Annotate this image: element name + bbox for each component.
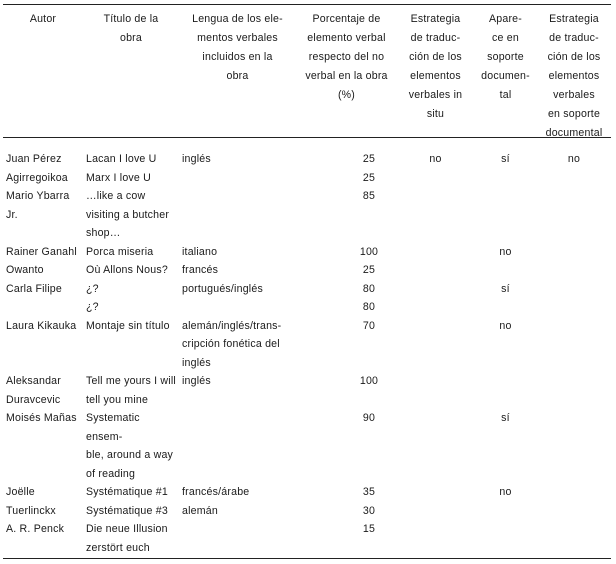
cell-line: ¿? (86, 282, 99, 295)
cell-line: Porcentaje de (312, 13, 381, 25)
bottom-rule (3, 558, 611, 559)
cell-line: Apare- (489, 13, 522, 25)
header-lengua (179, 4, 296, 143)
cell-lengua (179, 372, 296, 409)
cell-titulo (83, 261, 179, 280)
cell-line: de traduc- (549, 32, 599, 44)
cell-soporte (474, 143, 537, 187)
cell-line: Juan Pérez (6, 153, 62, 165)
cell-autor (3, 187, 83, 243)
cell-autor (3, 317, 83, 373)
cell-line: Owanto (6, 264, 44, 276)
cell-line: verbales (553, 89, 595, 101)
cell-line: Estrategia (410, 13, 461, 25)
cell-line: verbal en la obra (305, 70, 388, 82)
cell-line: 100 (359, 245, 379, 258)
cell-line: en soporte (547, 108, 601, 120)
cell-line: italiano (182, 245, 218, 258)
cell-line: Aleksandar (6, 375, 61, 387)
cell-line: tell you mine (86, 393, 149, 406)
cell-lengua (179, 409, 296, 483)
cell-line: Porca miseria (86, 245, 154, 258)
translation-table (3, 4, 611, 557)
cell-estrategia-doc (537, 372, 611, 409)
cell-lengua (179, 243, 296, 262)
cell-line: 25 (362, 264, 376, 276)
cell-estrategia-insitu (397, 372, 474, 409)
cell-line: …like a cow (86, 190, 146, 202)
cell-lengua (179, 261, 296, 280)
cell-estrategia-insitu (397, 409, 474, 483)
table-row (3, 520, 611, 557)
cell-line: Systématique #3 (86, 504, 168, 517)
cell-line: ción de los (409, 51, 462, 63)
cell-line: no (499, 319, 512, 332)
cell-line: 100 (359, 375, 379, 387)
cell-line: francés (182, 264, 219, 276)
cell-line: soporte (487, 51, 524, 63)
cell-lengua (179, 520, 296, 557)
cell-line: tal (499, 89, 512, 101)
cell-line: no (499, 245, 512, 258)
cell-line: ción de los (547, 51, 601, 63)
cell-autor (3, 143, 83, 187)
cell-estrategia-insitu (397, 317, 474, 373)
cell-line: 80 (362, 301, 376, 313)
header-estrategia-insitu (397, 4, 474, 143)
cell-line: de traduc- (410, 32, 461, 44)
cell-titulo (83, 187, 179, 243)
cell-line: Montaje sin título (86, 319, 170, 332)
cell-soporte (474, 520, 537, 557)
cell-titulo (83, 317, 179, 373)
cell-line: documental (545, 127, 603, 139)
table-row (3, 409, 611, 483)
cell-line: shop… (86, 227, 121, 239)
cell-estrategia-doc (537, 483, 611, 520)
cell-porcentaje (296, 143, 397, 187)
cell-estrategia-doc (537, 143, 611, 187)
cell-line: Duravcevic (6, 393, 61, 406)
cell-line: Systématique #1 (86, 486, 168, 498)
header-titulo (83, 4, 179, 143)
cell-line: Marx I love U (86, 171, 151, 184)
header-estrategia-doc (537, 4, 611, 143)
table-body (3, 143, 611, 557)
cell-porcentaje (296, 372, 397, 409)
cell-soporte (474, 483, 537, 520)
cell-titulo (83, 520, 179, 557)
cell-line: mentos verbales (197, 32, 278, 44)
cell-autor (3, 372, 83, 409)
cell-porcentaje (296, 187, 397, 243)
cell-lengua (179, 187, 296, 243)
cell-line: portugués/inglés (182, 282, 263, 295)
cell-autor (3, 243, 83, 262)
cell-line: Systematic ensem- (86, 412, 140, 443)
header-soporte (474, 4, 537, 143)
cell-titulo (83, 483, 179, 520)
cell-soporte (474, 372, 537, 409)
cell-lengua (179, 483, 296, 520)
cell-titulo (83, 280, 179, 317)
cell-line: Título de la (103, 13, 159, 25)
cell-line: Joëlle (6, 486, 35, 498)
cell-line: Tell me yours I will (86, 375, 176, 387)
cell-lengua (179, 317, 296, 373)
cell-estrategia-insitu (397, 243, 474, 262)
cell-line: Mario Ybarra (6, 190, 70, 202)
cell-estrategia-doc (537, 261, 611, 280)
cell-line: situ (426, 108, 445, 120)
cell-estrategia-insitu (397, 483, 474, 520)
cell-line: Moisés Mañas (6, 412, 77, 424)
cell-porcentaje (296, 409, 397, 483)
cell-autor (3, 483, 83, 520)
header-row (3, 4, 611, 143)
cell-line: alemán (182, 504, 218, 517)
cell-autor (3, 520, 83, 557)
cell-estrategia-doc (537, 409, 611, 483)
cell-estrategia-insitu (397, 261, 474, 280)
cell-line: 15 (362, 523, 376, 535)
cell-estrategia-insitu (397, 187, 474, 243)
cell-line: Jr. (6, 208, 18, 221)
cell-titulo (83, 372, 179, 409)
cell-line: Agirregoikoa (6, 171, 68, 184)
table-row (3, 261, 611, 280)
cell-line: ce en (492, 32, 519, 44)
cell-estrategia-doc (537, 280, 611, 317)
cell-line: 30 (362, 504, 376, 517)
cell-line: 25 (362, 153, 376, 165)
cell-estrategia-insitu (397, 143, 474, 187)
cell-line: elementos (548, 70, 600, 82)
cell-line: 85 (362, 190, 376, 202)
cell-line: incluidos en la (202, 51, 273, 63)
cell-line: A. R. Penck (6, 523, 65, 535)
cell-line: inglés (182, 375, 211, 387)
cell-titulo (83, 243, 179, 262)
cell-line: obra (226, 70, 249, 82)
cell-line: Tuerlinckx (6, 504, 56, 517)
cell-line: elementos (410, 70, 461, 82)
cell-titulo (83, 143, 179, 187)
table-row (3, 280, 611, 317)
cell-line: no (567, 153, 581, 165)
cell-line: obra (119, 32, 142, 44)
cell-porcentaje (296, 483, 397, 520)
cell-soporte (474, 187, 537, 243)
cell-line: Die neue Illusion (86, 523, 168, 535)
cell-line: Lengua de los ele- (192, 13, 283, 25)
cell-porcentaje (296, 280, 397, 317)
cell-line: sí (501, 282, 510, 295)
cell-line: sí (501, 412, 510, 424)
cell-porcentaje (296, 261, 397, 280)
table-row (3, 243, 611, 262)
cell-line: 80 (362, 282, 376, 295)
cell-line: inglés (182, 153, 211, 165)
cell-line: (%) (337, 89, 356, 101)
cell-line: Estrategia (549, 13, 599, 25)
cell-line: Laura Kikauka (6, 319, 77, 332)
cell-line: elemento verbal (307, 32, 386, 44)
cell-autor (3, 280, 83, 317)
cell-line: Où Allons Nous? (86, 264, 168, 276)
table-row (3, 483, 611, 520)
cell-porcentaje (296, 243, 397, 262)
header-porcentaje (296, 4, 397, 143)
cell-line: Carla Filipe (6, 282, 62, 295)
cell-line: ¿? (86, 301, 99, 313)
cell-line: francés/árabe (182, 486, 250, 498)
cell-porcentaje (296, 520, 397, 557)
cell-estrategia-doc (537, 317, 611, 373)
cell-lengua (179, 280, 296, 317)
cell-soporte (474, 317, 537, 373)
cell-line: Rainer Ganahl (6, 245, 77, 258)
cell-soporte (474, 243, 537, 262)
cell-autor (3, 261, 83, 280)
cell-line: cripción fonética del (182, 338, 280, 350)
cell-porcentaje (296, 317, 397, 373)
cell-line: zerstört euch (86, 541, 150, 554)
cell-line: no (499, 486, 512, 498)
cell-soporte (474, 409, 537, 483)
cell-line: ble, around a way (86, 449, 174, 461)
cell-estrategia-insitu (397, 520, 474, 557)
cell-line: respecto del no (308, 51, 385, 63)
header-autor (3, 4, 83, 143)
cell-estrategia-insitu (397, 280, 474, 317)
cell-lengua (179, 143, 296, 187)
cell-line: verbales in (408, 89, 463, 101)
cell-line: Lacan I love U (86, 153, 157, 165)
cell-line: Autor (29, 13, 57, 25)
cell-line: alemán/inglés/trans- (182, 319, 282, 332)
table-row (3, 317, 611, 373)
cell-autor (3, 409, 83, 483)
cell-line: inglés (182, 356, 211, 369)
cell-titulo (83, 409, 179, 483)
cell-estrategia-doc (537, 243, 611, 262)
cell-line: 90 (362, 412, 376, 424)
table-row (3, 372, 611, 409)
cell-estrategia-doc (537, 520, 611, 557)
cell-line: documen- (481, 70, 530, 82)
table-row (3, 187, 611, 243)
cell-soporte (474, 261, 537, 280)
cell-line: sí (501, 153, 510, 165)
cell-line: visiting a butcher (86, 208, 170, 221)
table-row (3, 143, 611, 187)
cell-soporte (474, 280, 537, 317)
cell-line: 70 (362, 319, 376, 332)
cell-line: 25 (362, 171, 376, 184)
cell-line: no (429, 153, 442, 165)
cell-line: of reading (86, 467, 136, 480)
cell-line: 35 (362, 486, 376, 498)
cell-estrategia-doc (537, 187, 611, 243)
